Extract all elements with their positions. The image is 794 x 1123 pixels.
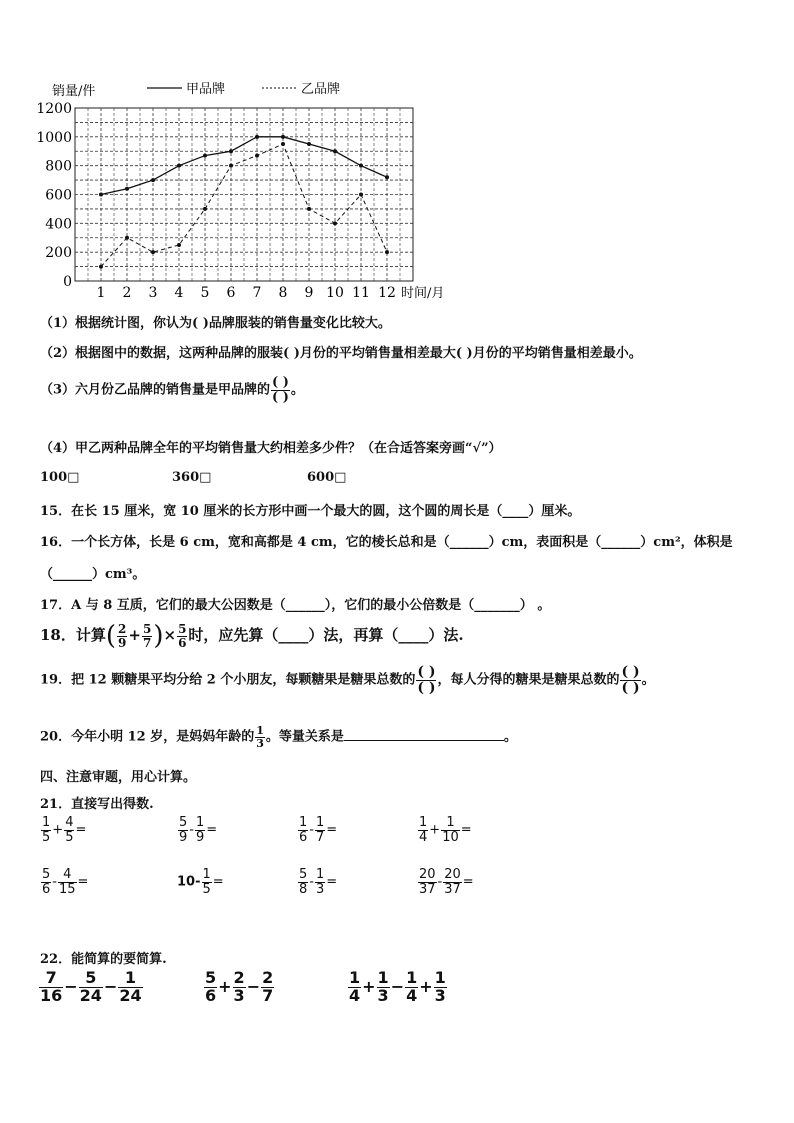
q14-option-600[interactable]: 600□ xyxy=(307,470,347,485)
x-tick-label: 3 xyxy=(148,285,158,301)
data-point xyxy=(125,187,129,191)
data-point xyxy=(203,207,207,211)
data-point xyxy=(307,142,311,146)
x-tick-label: 8 xyxy=(278,285,288,301)
x-tick-label: 9 xyxy=(304,285,314,301)
sales-line-chart xyxy=(0,0,794,305)
q22-expression-1: $\frac{7}{16}$ − $\frac{5}{24}$ − $\frac{1}{24}$ xyxy=(40,968,142,1005)
data-point xyxy=(255,154,259,158)
q14-part3-fraction xyxy=(271,376,290,404)
question-19: 19．把 12 颗糖果平均分给 2 个小朋友，每颗糖果是糖果总数的 $\frac{( )}{( )}$ ，每人分得的糖果是糖果总数的 $\frac{( )}{( )}$ 。 xyxy=(40,664,655,696)
x-axis-label: 时间/月 xyxy=(401,286,445,301)
data-point xyxy=(125,236,129,240)
data-point xyxy=(151,250,155,254)
data-point xyxy=(177,164,181,168)
question-21-title: 21．直接写出得数. xyxy=(40,797,154,812)
x-tick-label: 10 xyxy=(326,285,344,301)
q18-tail: 时，应先算（____）法，再算（____）法. xyxy=(188,626,464,644)
data-point xyxy=(281,135,285,139)
y-tick-label: 800 xyxy=(45,158,72,175)
fraction-numerator-blank: ( ) xyxy=(272,375,289,390)
q18-fraction-2: $\frac{5}{7}$ xyxy=(142,621,152,650)
x-tick-label: 1 xyxy=(96,285,106,301)
data-point xyxy=(151,178,155,182)
q18-fraction-3: $\frac{5}{6}$ xyxy=(178,621,187,650)
section-4-heading: 四、注意审题，用心计算。 xyxy=(40,770,197,785)
q20-fraction: $\frac{1}{3}$ xyxy=(256,724,264,750)
q21-item: $\frac{5}{9}$ - $\frac{1}{9}$ = xyxy=(179,815,218,845)
q19-fraction-blank-1: $\frac{( )}{( )}$ xyxy=(417,664,436,696)
x-tick-label: 11 xyxy=(352,285,370,301)
q14-option-360[interactable]: 360□ xyxy=(172,470,212,485)
y-tick-label: 600 xyxy=(45,187,72,204)
q22-expression-2: $\frac{5}{6}$ + $\frac{2}{3}$ − $\frac{2}{7}$ xyxy=(205,968,274,1005)
data-point xyxy=(359,164,363,168)
data-point xyxy=(333,221,337,225)
question-16-line2: （______）cm³。 xyxy=(40,567,146,582)
q21-item: $\frac{5}{6}$ - $\frac{4}{15}$ = xyxy=(42,867,89,897)
data-point xyxy=(385,250,389,254)
data-point xyxy=(99,265,103,269)
question-15: 15．在长 15 厘米，宽 10 厘米的长方形中画一个最大的圆，这个圆的周长是（____）厘米。 xyxy=(40,504,581,519)
q14-part3-end: 。 xyxy=(290,382,304,398)
x-tick-label: 5 xyxy=(200,285,210,301)
data-point xyxy=(307,207,311,211)
y-tick-label: 200 xyxy=(45,245,72,262)
q14-part3 xyxy=(40,376,304,404)
q21-item: $\frac{20}{37}$ - $\frac{20}{37}$ = xyxy=(419,867,474,897)
data-point xyxy=(99,193,103,197)
q21-item: 10- $\frac{1}{5}$ = xyxy=(177,867,224,897)
question-22-title: 22．能简算的要简算. xyxy=(40,952,167,967)
q21-item: $\frac{1}{6}$ - $\frac{1}{7}$ = xyxy=(299,815,338,845)
data-point xyxy=(385,175,389,179)
q19-fraction-blank-2: $\frac{( )}{( )}$ xyxy=(621,664,640,696)
question-20: 20．今年小明 12 岁，是妈妈年龄的 $\frac{1}{3}$ 。等量关系是 。 xyxy=(40,724,517,750)
question-18: 18．计算( $\frac{2}{9}$ + $\frac{5}{7}$ )× $\frac{5}{6}$ 时，应先算（____）法，再算（____）法. xyxy=(40,621,464,651)
y-tick-label: 0 xyxy=(63,274,72,290)
q14-option-100[interactable]: 100□ xyxy=(40,470,80,485)
legend-dashed-label: 乙品牌 xyxy=(301,82,341,97)
q21-item: $\frac{1}{4}$ + $\frac{1}{10}$ = xyxy=(419,815,472,845)
y-tick-label: 400 xyxy=(45,216,72,233)
x-tick-label: 4 xyxy=(174,285,184,301)
data-point xyxy=(203,154,207,158)
y-tick-label: 1200 xyxy=(36,101,72,117)
y-axis-label: 销量/件 xyxy=(52,84,96,99)
data-point xyxy=(229,149,233,153)
q18-fraction-1: $\frac{2}{9}$ xyxy=(118,621,127,650)
fraction-denominator-blank: ( ) xyxy=(272,389,289,405)
q14-part4: （4）甲乙两种品牌全年的平均销售量大约相差多少件？（在合适答案旁画“√”） xyxy=(40,441,502,456)
q20-answer-line[interactable] xyxy=(344,728,504,741)
x-tick-label: 6 xyxy=(226,285,236,301)
data-point xyxy=(359,193,363,197)
q14-part1: （1）根据统计图，你认为( )品牌服装的销售量变化比较大。 xyxy=(40,316,391,331)
data-point xyxy=(229,164,233,168)
data-point xyxy=(281,142,285,146)
q21-item: $\frac{1}{5}$ + $\frac{4}{5}$ = xyxy=(42,815,87,845)
x-tick-label: 12 xyxy=(378,285,396,301)
y-tick-label: 1000 xyxy=(36,129,72,146)
q22-expression-3: $\frac{1}{4}$ + $\frac{1}{3}$ − $\frac{1}{4}$ + $\frac{1}{3}$ xyxy=(349,968,446,1005)
q18-label: 18．计算 xyxy=(40,626,106,644)
question-16-line1: 16．一个长方体，长是 6 cm，宽和高都是 4 cm，它的棱长总和是（______）cm，表面积是（______）cm²，体积是 xyxy=(40,535,733,550)
q14-part2: （2）根据图中的数据，这两种品牌的服装( )月份的平均销售量相差最大( )月份的平均销售量相差最小。 xyxy=(40,346,642,361)
q21-item: $\frac{5}{8}$ - $\frac{1}{3}$ = xyxy=(299,867,338,897)
data-point xyxy=(333,149,337,153)
x-tick-label: 2 xyxy=(122,285,132,301)
data-point xyxy=(177,243,181,247)
data-point xyxy=(255,135,259,139)
legend-solid-label: 甲品牌 xyxy=(186,82,226,97)
q14-part3-text: （3）六月份乙品牌的销售量是甲品牌的 xyxy=(40,382,271,398)
question-17: 17．A 与 8 互质，它们的最大公因数是（______），它们的最小公倍数是（_______） 。 xyxy=(40,598,551,613)
x-tick-label: 7 xyxy=(252,285,262,301)
